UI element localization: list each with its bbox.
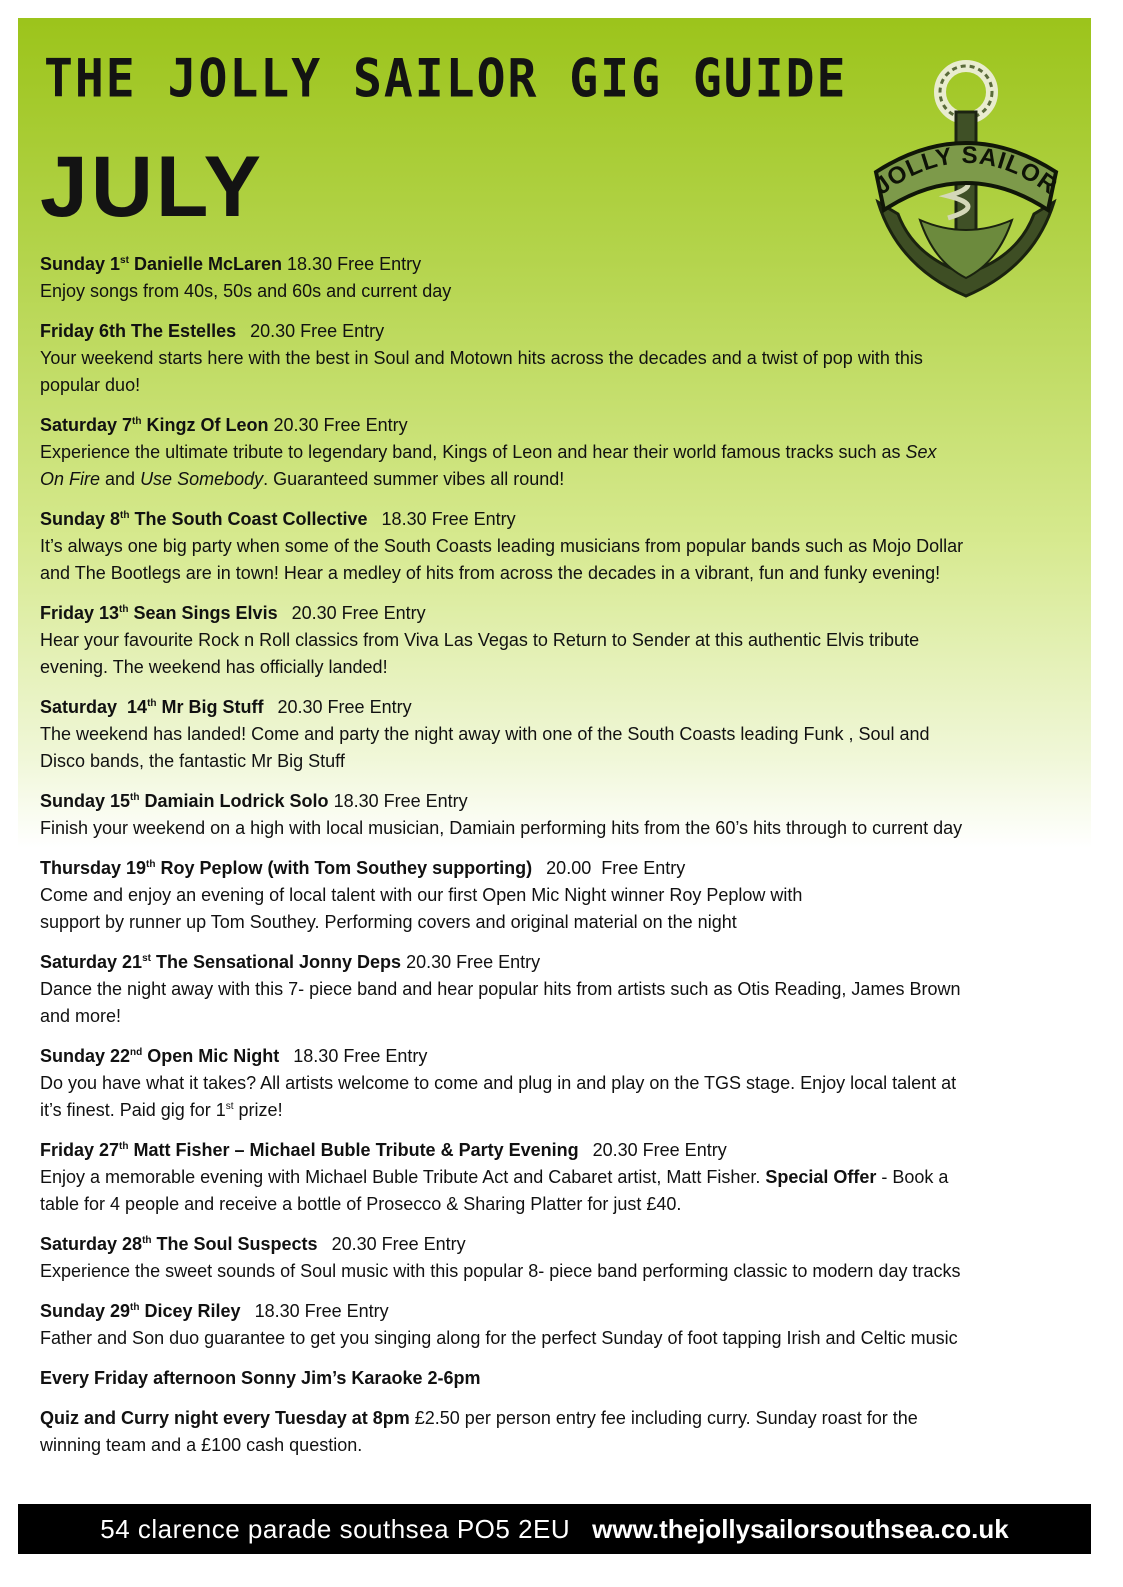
footer-website-link[interactable]: www.thejollysailorsouthsea.co.uk	[592, 1513, 1009, 1544]
event-day: Sunday 15	[40, 791, 131, 811]
event-day-ordinal: th	[147, 698, 157, 709]
event-day-ordinal: th	[120, 510, 130, 521]
event-description: Experience the sweet sounds of Soul music with this popular 8- piece band performing classic to modern day tracks	[40, 1261, 961, 1281]
event-description: and more!	[40, 1006, 122, 1026]
event-details: 20.30 Free Entry	[331, 1234, 466, 1254]
event-day-ordinal: th	[132, 416, 142, 427]
event-details: 18.30 Free Entry	[381, 509, 516, 529]
event-saturday-21	[40, 949, 1070, 1030]
event-description: Hear your favourite Rock n Roll classics from Viva Las Vegas to Return to Sender at this authentic Elvis tribute	[40, 630, 920, 650]
event-description: Enjoy a memorable evening with Michael Buble Tribute Act and Cabaret artist, Matt Fisher. Special Offer - Book a	[40, 1167, 949, 1187]
event-description: It’s always one big party when some of the South Coasts leading musicians from popular bands such as Mojo Dollar	[40, 536, 964, 556]
footer-bar	[18, 1504, 1091, 1554]
event-description: Enjoy songs from 40s, 50s and 60s and current day	[40, 281, 452, 301]
event-description: support by runner up Tom Southey. Performing covers and original material on the night	[40, 912, 737, 932]
event-friday-6	[40, 318, 1070, 399]
event-day-ordinal: th	[146, 859, 156, 870]
event-details: 20.30 Free Entry	[277, 697, 412, 717]
event-day-ordinal: nd	[130, 1047, 143, 1058]
karaoke-notice: Every Friday afternoon Sonny Jim’s Karaoke 2-6pm	[40, 1368, 481, 1388]
event-act: The South Coast Collective	[134, 509, 368, 529]
event-description: evening. The weekend has officially landed!	[40, 657, 388, 677]
event-day: Saturday 28	[40, 1234, 143, 1254]
event-act: Matt Fisher – Michael Buble Tribute & Party Evening	[133, 1140, 579, 1160]
event-sunday-1	[40, 251, 1070, 305]
gig-listings	[40, 251, 1070, 1472]
event-day-ordinal: th	[130, 1302, 140, 1313]
event-day-ordinal: th	[142, 1235, 152, 1246]
special-offer-label: Special Offer	[765, 1167, 877, 1187]
event-friday-13	[40, 600, 1070, 681]
event-description: Disco bands, the fantastic Mr Big Stuff	[40, 751, 345, 771]
event-day-ordinal: st	[142, 953, 151, 964]
event-day-ordinal: st	[120, 255, 129, 266]
event-day-ordinal: th	[119, 1141, 129, 1152]
event-day: Friday 6th	[40, 321, 127, 341]
event-act: Open Mic Night	[147, 1046, 280, 1066]
event-act: The Soul Suspects	[156, 1234, 318, 1254]
event-day: Saturday 14	[40, 697, 148, 717]
event-description: Father and Son duo guarantee to get you singing along for the perfect Sunday of foot tapping Irish and Celtic music	[40, 1328, 958, 1348]
event-details: 20.30 Free Entry	[592, 1140, 727, 1160]
event-saturday-7	[40, 412, 1070, 493]
event-description: Experience the ultimate tribute to legendary band, Kings of Leon and hear their world famous tracks such as Sex	[40, 442, 937, 462]
event-friday-27	[40, 1137, 1070, 1218]
event-day: Friday 27	[40, 1140, 120, 1160]
event-day: Sunday 8	[40, 509, 121, 529]
event-description: On Fire and Use Somebody. Guaranteed summer vibes all round!	[40, 469, 565, 489]
event-sunday-22	[40, 1043, 1070, 1124]
event-details: 20.00 Free Entry	[546, 858, 686, 878]
event-saturday-28	[40, 1231, 1070, 1285]
month-heading: JULY	[40, 139, 264, 235]
event-day: Friday 13	[40, 603, 120, 623]
event-act: The Sensational Jonny Deps	[155, 952, 402, 972]
event-day: Saturday 21	[40, 952, 143, 972]
event-description: table for 4 people and receive a bottle of Prosecco & Sharing Platter for just £40.	[40, 1194, 682, 1214]
event-description: Your weekend starts here with the best in Soul and Motown hits across the decades and a twist of pop with this	[40, 348, 923, 368]
logo-banner-text: JOLLY SAILOR	[869, 141, 1063, 201]
event-act: Mr Big Stuff	[161, 697, 264, 717]
event-act: Sean Sings Elvis	[133, 603, 278, 623]
event-details: 20.30 Free Entry	[273, 415, 408, 435]
footer-address: 54 clarence parade southsea PO5 2EU	[100, 1513, 571, 1544]
event-description: Dance the night away with this 7- piece band and hear popular hits from artists such as Otis Reading, James Brown	[40, 979, 961, 999]
event-details: 20.30 Free Entry	[291, 603, 426, 623]
event-act: Roy Peplow (with Tom Southey supporting)	[160, 858, 533, 878]
event-sunday-15	[40, 788, 1070, 842]
event-description: popular duo!	[40, 375, 141, 395]
event-details: 18.30 Free Entry	[287, 254, 422, 274]
event-sunday-8	[40, 506, 1070, 587]
event-day: Saturday 7	[40, 415, 133, 435]
event-description: Finish your weekend on a high with local musician, Damiain performing hits from the 60’s hits through to current day	[40, 818, 963, 838]
event-act: Danielle McLaren	[133, 254, 283, 274]
event-act: Kingz Of Leon	[146, 415, 269, 435]
event-day: Sunday 1	[40, 254, 121, 274]
event-act: Damiain Lodrick Solo	[144, 791, 329, 811]
event-day: Thursday 19	[40, 858, 147, 878]
event-description: The weekend has landed! Come and party the night away with one of the South Coasts leading Funk , Soul and	[40, 724, 930, 744]
event-saturday-14	[40, 694, 1070, 775]
event-day-ordinal: th	[130, 792, 140, 803]
event-details: 18.30 Free Entry	[293, 1046, 428, 1066]
event-act: The Estelles	[131, 321, 237, 341]
event-description: Do you have what it takes? All artists welcome to come and plug in and play on the TGS stage. Enjoy local talent at	[40, 1073, 957, 1093]
event-sunday-29	[40, 1298, 1070, 1352]
event-day-ordinal: th	[119, 604, 129, 615]
event-description: and The Bootlegs are in town! Hear a medley of hits from across the decades in a vibrant, fun and funky evening!	[40, 563, 941, 583]
event-details: 20.30 Free Entry	[406, 952, 541, 972]
event-description: Come and enjoy an evening of local talent with our first Open Mic Night winner Roy Peplow with	[40, 885, 803, 905]
event-day: Sunday 22	[40, 1046, 131, 1066]
event-details: 18.30 Free Entry	[333, 791, 468, 811]
quiz-notice: Quiz and Curry night every Tuesday at 8pm £2.50 per person entry fee including curry. Sunday roast for the winning team and a £100 cash question.	[40, 1408, 918, 1455]
event-description: it’s finest. Paid gig for 1st prize!	[40, 1100, 283, 1120]
page-title: THE JOLLY SAILOR GIG GUIDE	[44, 48, 848, 110]
event-thursday-19	[40, 855, 1070, 936]
event-details: 20.30 Free Entry	[250, 321, 385, 341]
event-day: Sunday 29	[40, 1301, 131, 1321]
event-act: Dicey Riley	[144, 1301, 241, 1321]
event-details: 18.30 Free Entry	[254, 1301, 389, 1321]
